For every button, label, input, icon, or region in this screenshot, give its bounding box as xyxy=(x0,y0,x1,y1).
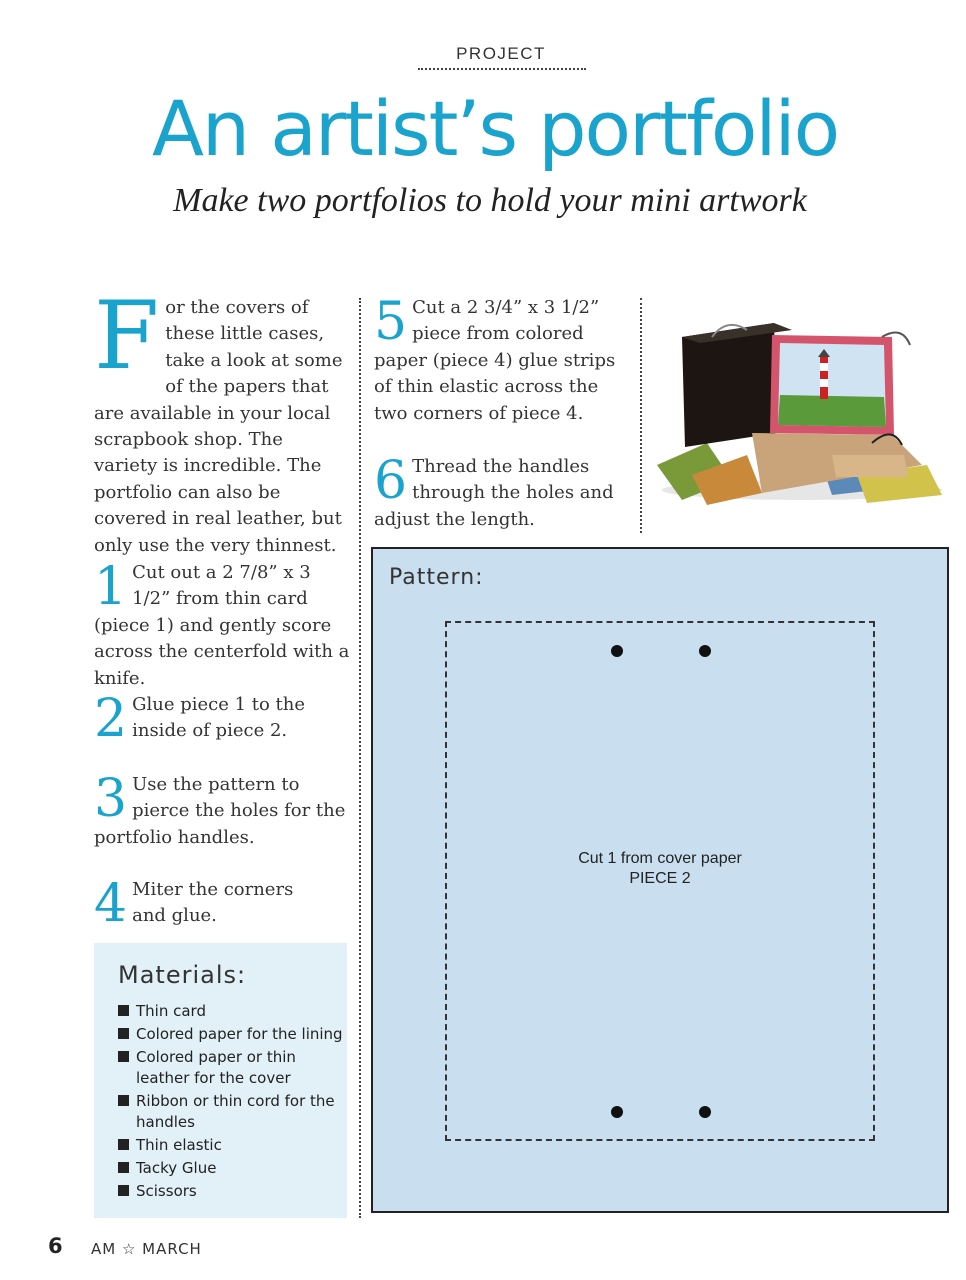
materials-item: Thin card xyxy=(118,1001,346,1022)
pattern-title: Pattern: xyxy=(389,565,484,590)
step-6 xyxy=(374,451,630,533)
bullet-square-icon xyxy=(118,1095,129,1106)
step-5-number: 5 xyxy=(374,292,408,352)
step-2-text: Glue piece 1 to the inside of piece 2. xyxy=(132,694,306,742)
pattern-box xyxy=(371,547,949,1213)
bullet-square-icon xyxy=(118,1005,129,1016)
step-6-text: Thread the handles through the holes and adjust the length. xyxy=(374,456,614,530)
bullet-square-icon xyxy=(118,1162,129,1173)
intro-text: or the covers of these little cases, take a look at some of the papers that are available in your local scrapbook shop. The variety is incredible. The portfolio can also be covered in real leather, but only use the very thinnest. xyxy=(94,297,343,556)
portfolio-photo xyxy=(652,315,948,505)
step-3-text: Use the pattern to pierce the holes for the portfolio handles. xyxy=(94,774,346,848)
materials-item: Thin elastic xyxy=(118,1135,346,1156)
bullet-square-icon xyxy=(118,1185,129,1196)
step-3-number: 3 xyxy=(94,769,128,829)
page-subtitle: Make two portfolios to hold your mini artwork xyxy=(173,182,807,219)
step-4-text: Miter the corners and glue. xyxy=(132,879,294,927)
step-4 xyxy=(94,874,294,934)
step-2 xyxy=(94,689,350,749)
section-label: PROJECT xyxy=(456,44,546,63)
column-divider-right xyxy=(640,298,642,533)
materials-box xyxy=(94,943,347,1218)
step-4-number: 4 xyxy=(94,874,128,934)
bullet-square-icon xyxy=(118,1139,129,1150)
step-3 xyxy=(94,769,350,851)
step-5-text: Cut a 2 3/4” x 3 1/2” piece from colored paper (piece 4) glue strips of thin elastic across the two corners of piece 4. xyxy=(374,297,616,424)
section-rule xyxy=(418,68,586,70)
materials-list xyxy=(118,1001,346,1204)
bullet-square-icon xyxy=(118,1051,129,1062)
page-title: An artist’s portfolio xyxy=(151,84,839,173)
step-1-number: 1 xyxy=(94,557,128,617)
intro-dropcap: F xyxy=(94,282,160,391)
column-divider-left xyxy=(359,298,361,1218)
hole-top-left xyxy=(611,645,623,657)
piece-label: PIECE 2 xyxy=(629,870,691,887)
step-2-number: 2 xyxy=(94,689,128,749)
bullet-square-icon xyxy=(118,1028,129,1039)
hole-bottom-right xyxy=(699,1106,711,1118)
page-number: 6 xyxy=(48,1234,63,1258)
cut-outline xyxy=(445,621,875,1141)
step-5 xyxy=(374,292,630,427)
materials-item: Colored paper or thin leather for the cover xyxy=(118,1047,346,1089)
intro-paragraph xyxy=(94,282,350,559)
hole-top-right xyxy=(699,645,711,657)
magazine-name: AM ☆ MARCH xyxy=(91,1240,202,1258)
cut-instruction: Cut 1 from cover paper xyxy=(578,850,742,867)
materials-title: Materials: xyxy=(118,961,247,989)
materials-item: Ribbon or thin cord for the handles xyxy=(118,1091,346,1133)
step-1 xyxy=(94,557,350,692)
step-6-number: 6 xyxy=(374,451,408,511)
hole-bottom-left xyxy=(611,1106,623,1118)
step-1-text: Cut out a 2 7/8” x 3 1/2” from thin card (piece 1) and gently score across the centerfold with a knife. xyxy=(94,562,350,689)
materials-item: Colored paper for the lining xyxy=(118,1024,346,1045)
materials-item: Tacky Glue xyxy=(118,1158,346,1179)
materials-item: Scissors xyxy=(118,1181,346,1202)
